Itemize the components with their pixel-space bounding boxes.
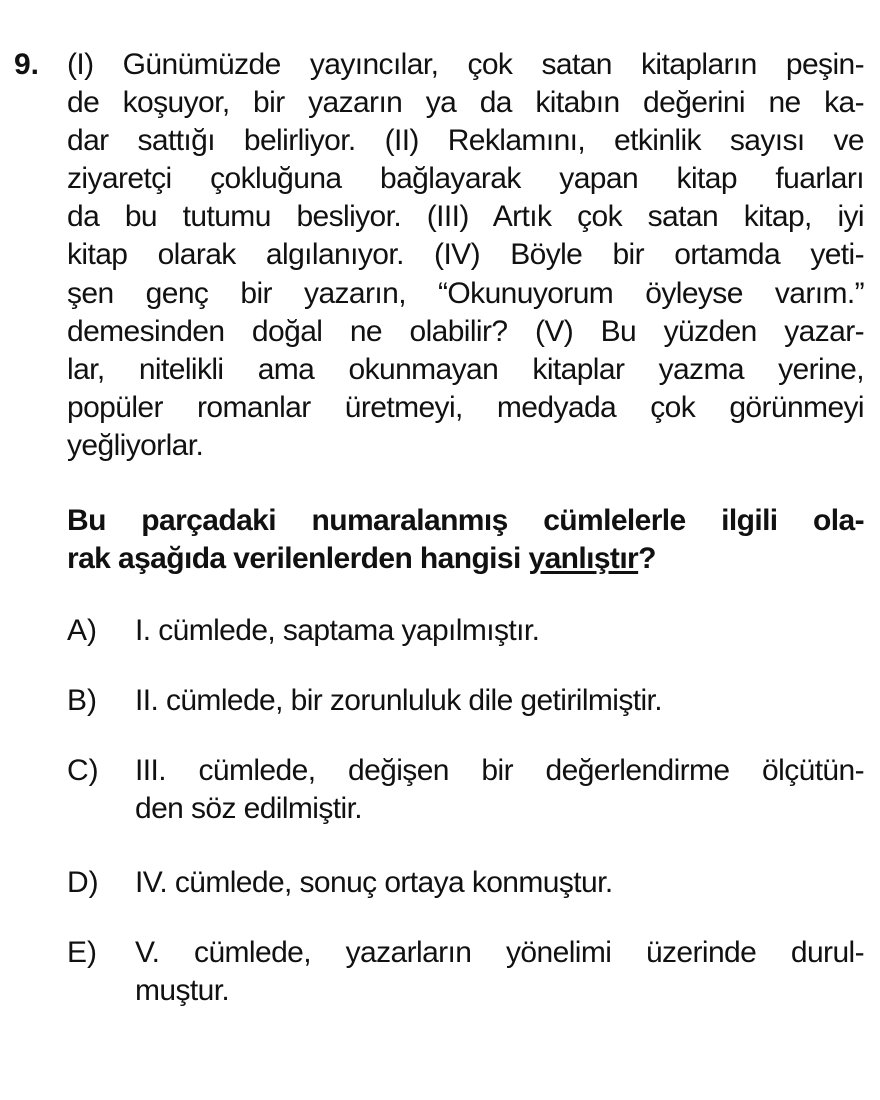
passage-line: (I) Günümüzde yayıncılar, çok satan kitapların peşin- bbox=[67, 48, 864, 81]
option-c[interactable] bbox=[67, 752, 864, 864]
question-number: 9. bbox=[14, 48, 40, 81]
option-text: I. cümlede, saptama yapılmıştır. bbox=[135, 614, 540, 647]
option-text: V. cümlede, yazarların yönelimi üzerinde durul- bbox=[135, 936, 864, 969]
option-text: III. cümlede, değişen bir değerlendirme ölçütün- bbox=[135, 754, 864, 787]
passage-line: popüler romanlar üretmeyi, medyada çok görünmeyi bbox=[67, 390, 864, 424]
option-b[interactable] bbox=[67, 682, 864, 752]
stem-line: Bu parçadaki numaralanmış cümlelerle ilgili ola- bbox=[67, 504, 864, 537]
stem-question-mark: ? bbox=[638, 542, 656, 575]
passage-line: da bu tutumu besliyor. (III) Artık çok satan kitap, iyi bbox=[67, 200, 864, 234]
option-letter: C) bbox=[67, 754, 99, 787]
stem-text: rak aşağıda verilenlerden hangisi bbox=[67, 542, 529, 575]
stem-emphasis: yanlıştır bbox=[528, 542, 639, 575]
option-d[interactable] bbox=[67, 864, 864, 934]
option-e[interactable] bbox=[67, 934, 864, 1010]
passage bbox=[67, 46, 864, 465]
passage-line: de koşuyor, bir yazarın ya da kitabın değerini ne ka- bbox=[67, 86, 864, 120]
option-letter: B) bbox=[67, 684, 97, 717]
option-text: IV. cümlede, sonuç ortaya konmuştur. bbox=[135, 866, 613, 899]
passage-line: lar, nitelikli ama okunmayan kitaplar yazma yerine, bbox=[67, 352, 864, 386]
passage-line: demesinden doğal ne olabilir? (V) Bu yüzden yazar- bbox=[67, 314, 864, 348]
passage-line: ziyaretçi çokluğuna bağlayarak yapan kitap fuarları bbox=[67, 162, 864, 196]
option-letter: E) bbox=[67, 936, 97, 969]
option-text: II. cümlede, bir zorunluluk dile getirilmiştir. bbox=[135, 684, 663, 717]
passage-line: kitap olarak algılanıyor. (IV) Böyle bir ortamda yeti- bbox=[67, 238, 864, 272]
option-letter: A) bbox=[67, 614, 97, 647]
option-a[interactable] bbox=[67, 612, 864, 682]
passage-line: yeğliyorlar. bbox=[67, 428, 204, 462]
option-letter: D) bbox=[67, 866, 99, 899]
stem-line bbox=[67, 540, 864, 578]
option-text: muştur. bbox=[135, 974, 230, 1007]
question-stem bbox=[67, 502, 864, 578]
option-text: den söz edilmiştir. bbox=[135, 792, 363, 825]
answer-options bbox=[67, 612, 864, 1010]
passage-line: dar sattığı belirliyor. (II) Reklamını, etkinlik sayısı ve bbox=[67, 124, 864, 158]
passage-line: şen genç bir yazarın, “Okunuyorum öyleyse varım.” bbox=[67, 276, 864, 310]
